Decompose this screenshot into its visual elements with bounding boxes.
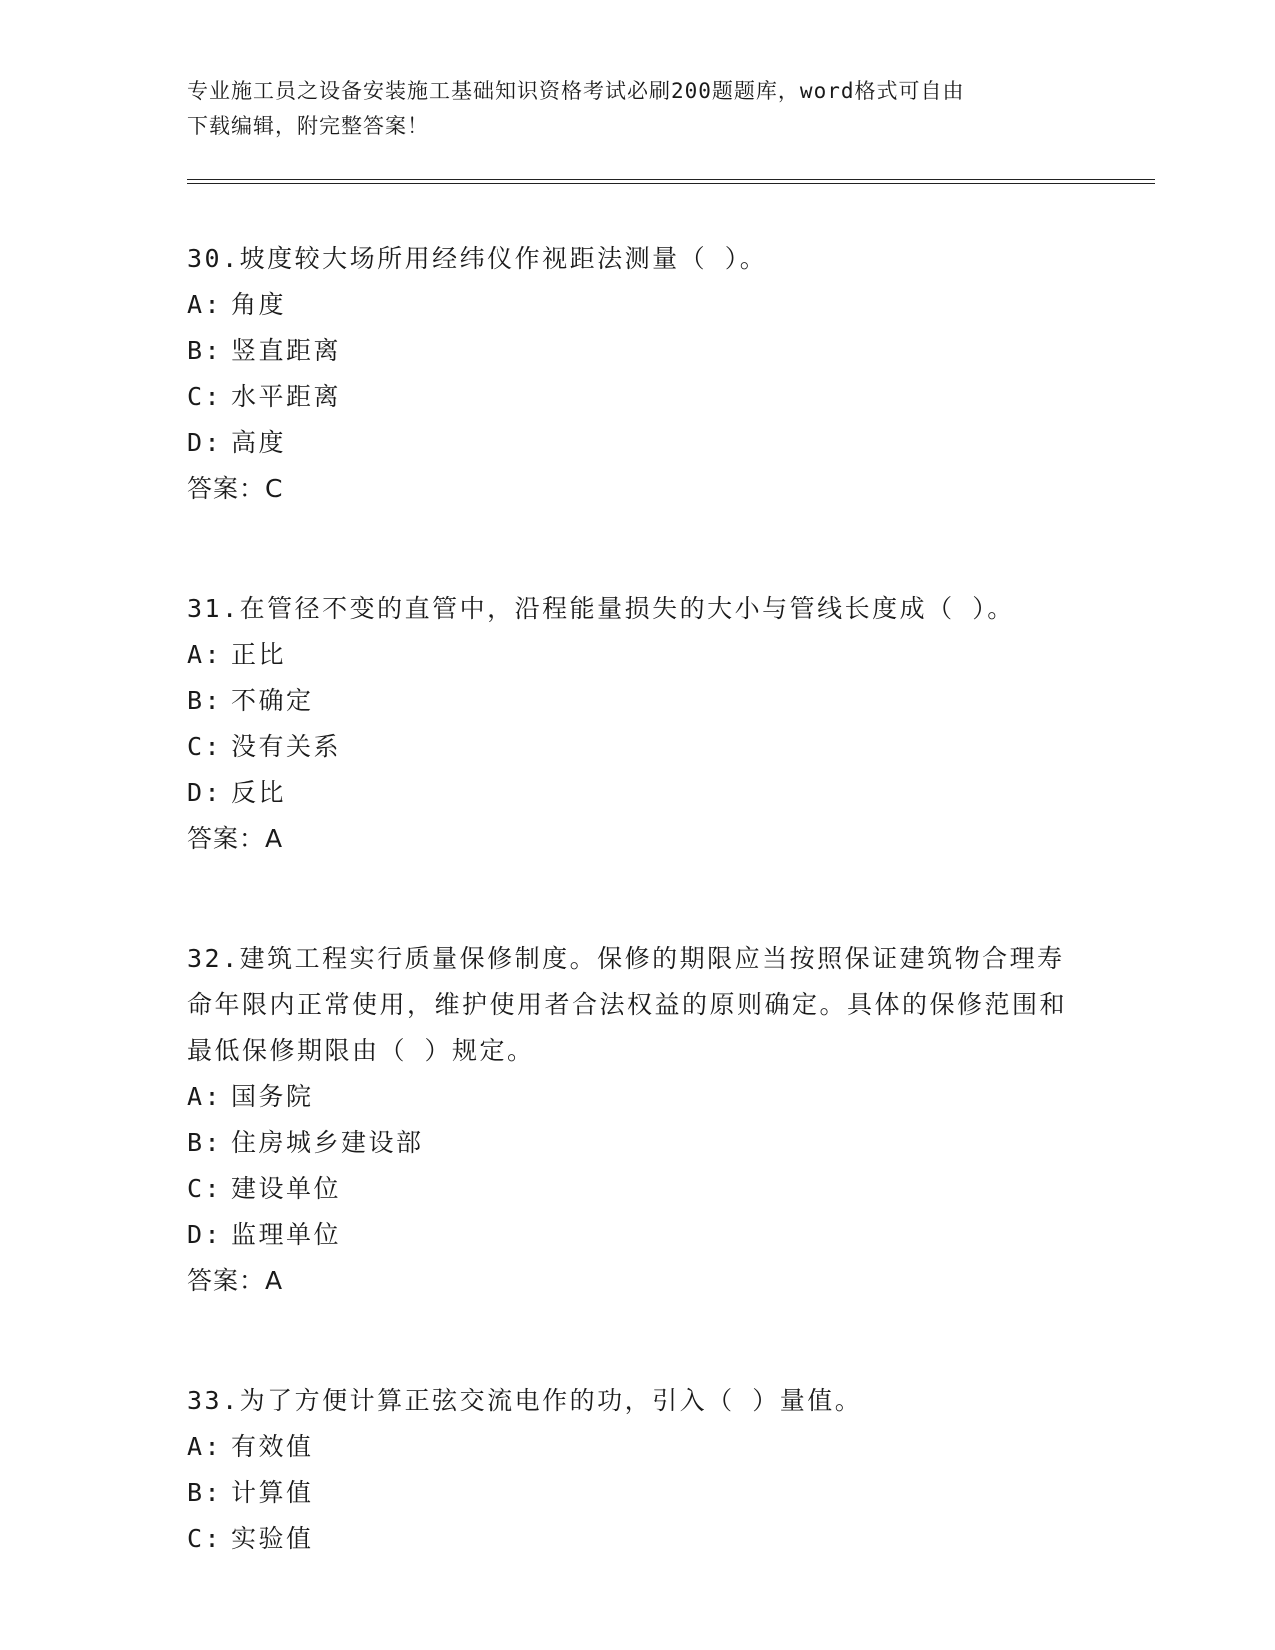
option-text: 监理单位	[231, 1220, 342, 1249]
option-text: 正比	[231, 640, 287, 669]
option-d	[187, 420, 1087, 466]
option-b	[187, 1470, 1087, 1516]
header-divider-bottom	[187, 183, 1155, 184]
question-stem: 33.为了方便计算正弦交流电作的功，引入（ ）量值。	[187, 1386, 863, 1415]
option-text: 有效值	[231, 1432, 314, 1461]
option-letter: D:	[187, 1220, 223, 1249]
option-a	[187, 282, 1087, 328]
answer-line: 答案：C	[187, 474, 284, 503]
option-letter: B:	[187, 336, 223, 365]
question-33	[187, 1378, 1087, 1562]
option-a	[187, 1424, 1087, 1470]
option-b	[187, 678, 1087, 724]
question-stem: 32.建筑工程实行质量保修制度。保修的期限应当按照保证建筑物合理寿命年限内正常使用，维护使用者合法权益的原则确定。具体的保修范围和最低保修期限由（ ）规定。	[187, 944, 1068, 1065]
option-letter: D:	[187, 428, 223, 457]
option-a	[187, 1074, 1087, 1120]
question-list	[187, 236, 1087, 1636]
option-text: 不确定	[231, 686, 314, 715]
option-text: 住房城乡建设部	[231, 1128, 424, 1157]
question-stem: 31.在管径不变的直管中，沿程能量损失的大小与管线长度成（ ）。	[187, 594, 1015, 623]
option-text: 计算值	[231, 1478, 314, 1507]
option-letter: B:	[187, 1478, 223, 1507]
option-letter: D:	[187, 778, 223, 807]
option-a	[187, 632, 1087, 678]
option-c	[187, 1166, 1087, 1212]
option-letter: C:	[187, 1174, 223, 1203]
question-30	[187, 236, 1087, 512]
option-text: 实验值	[231, 1524, 314, 1553]
option-d	[187, 1212, 1087, 1258]
option-c	[187, 1516, 1087, 1562]
option-text: 竖直距离	[231, 336, 342, 365]
option-b	[187, 1120, 1087, 1166]
option-letter: B:	[187, 686, 223, 715]
option-letter: B:	[187, 1128, 223, 1157]
option-letter: A:	[187, 1432, 223, 1461]
option-letter: A:	[187, 290, 223, 319]
option-c	[187, 724, 1087, 770]
question-32	[187, 936, 1087, 1304]
option-text: 高度	[231, 428, 287, 457]
option-text: 没有关系	[231, 732, 342, 761]
option-letter: A:	[187, 1082, 223, 1111]
option-b	[187, 328, 1087, 374]
option-letter: C:	[187, 732, 223, 761]
option-text: 建设单位	[231, 1174, 342, 1203]
header-line-2: 下载编辑，附完整答案！	[187, 114, 429, 138]
header-line-1: 专业施工员之设备安装施工基础知识资格考试必刷200题题库，word格式可自由	[187, 79, 965, 103]
question-stem: 30.坡度较大场所用经纬仪作视距法测量（ ）。	[187, 244, 768, 273]
question-31	[187, 586, 1087, 862]
document-header	[187, 74, 1067, 144]
option-text: 国务院	[231, 1082, 314, 1111]
option-text: 反比	[231, 778, 287, 807]
option-letter: C:	[187, 382, 223, 411]
header-divider-top	[187, 179, 1155, 180]
option-text: 水平距离	[231, 382, 342, 411]
answer-line: 答案：A	[187, 824, 284, 853]
option-text: 角度	[231, 290, 287, 319]
option-letter: A:	[187, 640, 223, 669]
option-letter: C:	[187, 1524, 223, 1553]
option-d	[187, 770, 1087, 816]
answer-line: 答案：A	[187, 1266, 284, 1295]
option-c	[187, 374, 1087, 420]
